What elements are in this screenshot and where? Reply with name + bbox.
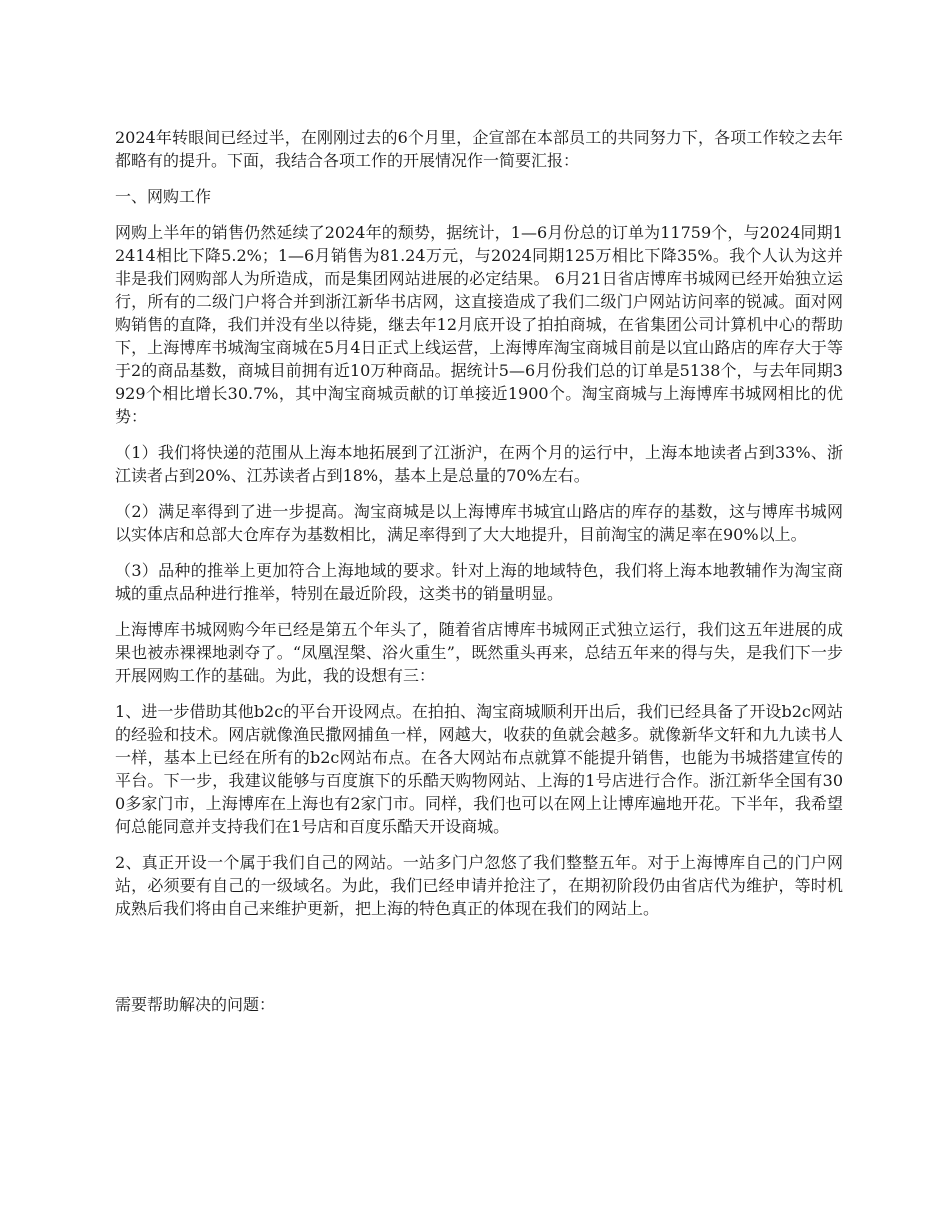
intro-paragraph: 2024年转眼间已经过半，在刚刚过去的6个月里，企宣部在本部员工的共同努力下，各项工作较之去年都略有的提升。下面，我结合各项工作的开展情况作一简要汇报： [115,128,843,170]
five-year-summary-paragraph: 上海博库书城网购今年已经是第五个年头了，随着省店博库书城网正式独立运行，我们这五年进展的成果也被赤裸裸地剥夺了。“凤凰涅槃、浴火重生”，既然重头再来，总结五年来的得与失，是我们下一步开展网购工作的基础。为此，我的设想有三： [115,620,843,685]
section-heading-online-shopping: 一、网购工作 [115,187,212,206]
issues-heading: 需要帮助解决的问题： [115,995,276,1014]
advantage-2-paragraph: （2）满足率得到了进一步提高。淘宝商城是以上海博库书城宜山路店的库存的基数，这与博库书城网以实体店和总部大仓库存为基数相比，满足率得到了大大地提升，目前淘宝的满足率在90%以上。 [115,502,843,544]
advantage-1-paragraph: （1）我们将快递的范围从上海本地拓展到了江浙沪，在两个月的运行中，上海本地读者占到33%、浙江读者占到20%、江苏读者占到18%，基本上是总量的70%左右。 [115,443,843,485]
plan-1-paragraph: 1、进一步借助其他b2c的平台开设网点。在拍拍、淘宝商城顺利开出后，我们已经具备了开设b2c网站的经验和技术。网店就像渔民撒网捕鱼一样，网越大，收获的鱼就会越多。就像新华文轩和九九读书人一样，基本上已经在所有的b2c网站布点。在各大网站布点就算不能提升销售，也能为书城搭建宣传的平台。下一步，我建议能够与百度旗下的乐酷天购物网站、上海的1号店进行合作。浙江新华全国有300多家门市，上海博库在上海也有2家门市。同样，我们也可以在网上让博库遍地开花。下半年，我希望何总能同意并支持我们在1号店和百度乐酷天开设商城。 [115,702,843,836]
online-sales-paragraph: 网购上半年的销售仍然延续了2024年的颓势，据统计，1—6月份总的订单为11759个，与2024同期12414相比下降5.2%；1—6月销售为81.24万元，与2024同期125万相比下降35%。我个人认为这并非是我们网购部人为所造成，而是集团网站进展的必定结果。 6月21日省店博库书城网已经开始独立运行，所有的二级门户将合并到浙江新华书店网，这直接造成了我们二级门户网站访问率的锐减。面对网购销售的直降，我们并没有坐以待毙，继去年12月底开设了拍拍商城，在省集团公司计算机中心的帮助下，上海博库书城淘宝商城在5月4日正式上线运营，上海博库淘宝商城目前是以宜山路店的库存大于等于2的商品基数，商城目前拥有近10万种商品。据统计5—6月份我们总的订单是5138个，与去年同期3929个相比增长30.7%，其中淘宝商城贡献的订单接近1900个。淘宝商城与上海博库书城网相比的优势： [115,223,843,426]
advantage-3-paragraph: （3）品种的推举上更加符合上海地域的要求。针对上海的地域特色，我们将上海本地教辅作为淘宝商城的重点品种进行推举，特别在最近阶段，这类书的销量明显。 [115,561,843,603]
blank-space [115,933,843,993]
document-body [115,126,843,1029]
plan-2-paragraph: 2、真正开设一个属于我们自己的网站。一站多门户忽悠了我们整整五年。对于上海博库自己的门户网站，必须要有自己的一级域名。为此，我们已经申请并抢注了，在期初阶段仍由省店代为维护，等时机成熟后我们将由自己来维护更新，把上海的特色真正的体现在我们的网站上。 [115,853,843,918]
